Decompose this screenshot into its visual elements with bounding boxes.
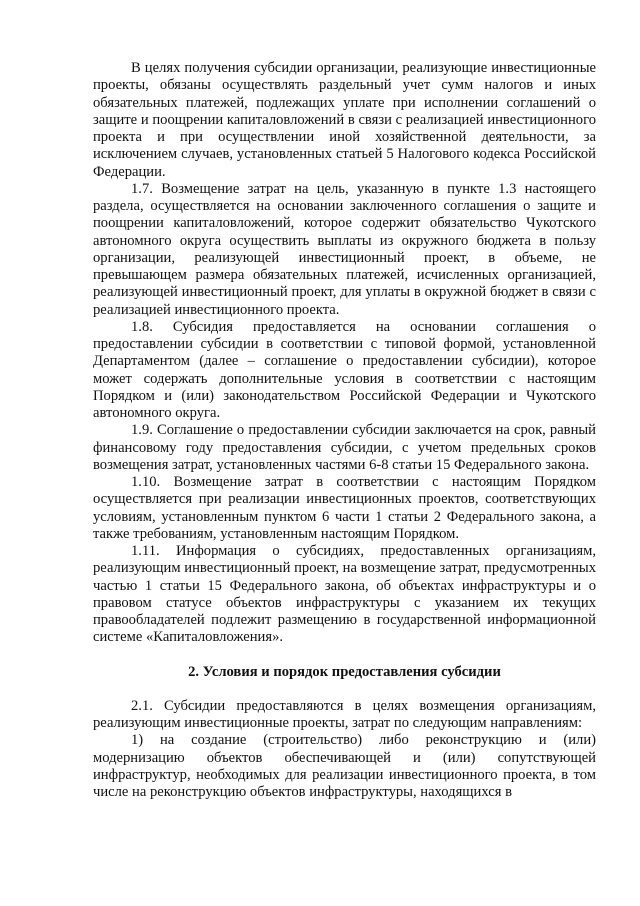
- paragraph-2-1-item-1: 1) на создание (строительство) либо реконструкцию и (или) модернизацию объектов обеспечивающей и (или) сопутствующей инфраструктур, необходимых для реализации инвестиционного проекта, в том числе на реконструкцию объектов инфраструктуры, находящихся в: [93, 732, 596, 800]
- paragraph-1-9: 1.9. Соглашение о предоставлении субсидии заключается на срок, равный финансовому году предоставления субсидии, с учетом предельных сроков возмещения затрат, установленных частями 6-8 статьи 15 Федерального закона.: [93, 422, 596, 473]
- paragraph-1-7: 1.7. Возмещение затрат на цель, указанную в пункте 1.3 настоящего раздела, осуществляется на основании заключенного соглашения о защите и поощрении капиталовложений, которое содержит обязательство Чукотского автономного округа осуществить выплаты из окружного бюджета в пользу организации, реализующей инвестиционный проект, в объеме, не превышающем размера обязательных платежей, исчисленных организацией, реализующей инвестиционный проект, для уплаты в окружной бюджет в связи с реализацией инвестиционного проекта.: [93, 180, 596, 318]
- document-body: [93, 60, 596, 801]
- paragraph-separate-accounting: В целях получения субсидии организации, реализующие инвестиционные проекты, обязаны осуществлять раздельный учет сумм налогов и иных обязательных платежей, подлежащих уплате при исполнении соглашений о защите и поощрении капиталовложений в связи с реализацией инвестиционного проекта и при осуществлении иной хозяйственной деятельности, за исключением случаев, установленных статьей 5 Налогового кодекса Российской Федерации.: [93, 60, 596, 180]
- paragraph-2-1: 2.1. Субсидии предоставляются в целях возмещения организациям, реализующим инвестиционные проекты, затрат по следующим направлениям:: [93, 697, 596, 731]
- section-heading: 2. Условия и порядок предоставления субсидии: [188, 663, 501, 680]
- paragraph-1-11: 1.11. Информация о субсидиях, предоставленных организациям, реализующим инвестиционный проект, на возмещение затрат, предусмотренных частью 1 статьи 15 Федерального закона, об объектах инфраструктуры и о правовом статусе объектов инфраструктуры с указанием их текущих правообладателей подлежит размещению в государственной информационной системе «Капиталовложения».: [93, 543, 596, 646]
- paragraph-1-10: 1.10. Возмещение затрат в соответствии с настоящим Порядком осуществляется при реализации инвестиционных проектов, соответствующих условиям, установленным пунктом 6 части 1 статьи 2 Федерального закона, а также требованиям, установленным настоящим Порядком.: [93, 474, 596, 542]
- paragraph-1-8: 1.8. Субсидия предоставляется на основании соглашения о предоставлении субсидии в соответствии с типовой формой, установленной Департаментом (далее – соглашение о предоставлении субсидии), которое может содержать дополнительные условия в соответствии с настоящим Порядком и (или) законодательством Российской Федерации и Чукотского автономного округа.: [93, 318, 596, 421]
